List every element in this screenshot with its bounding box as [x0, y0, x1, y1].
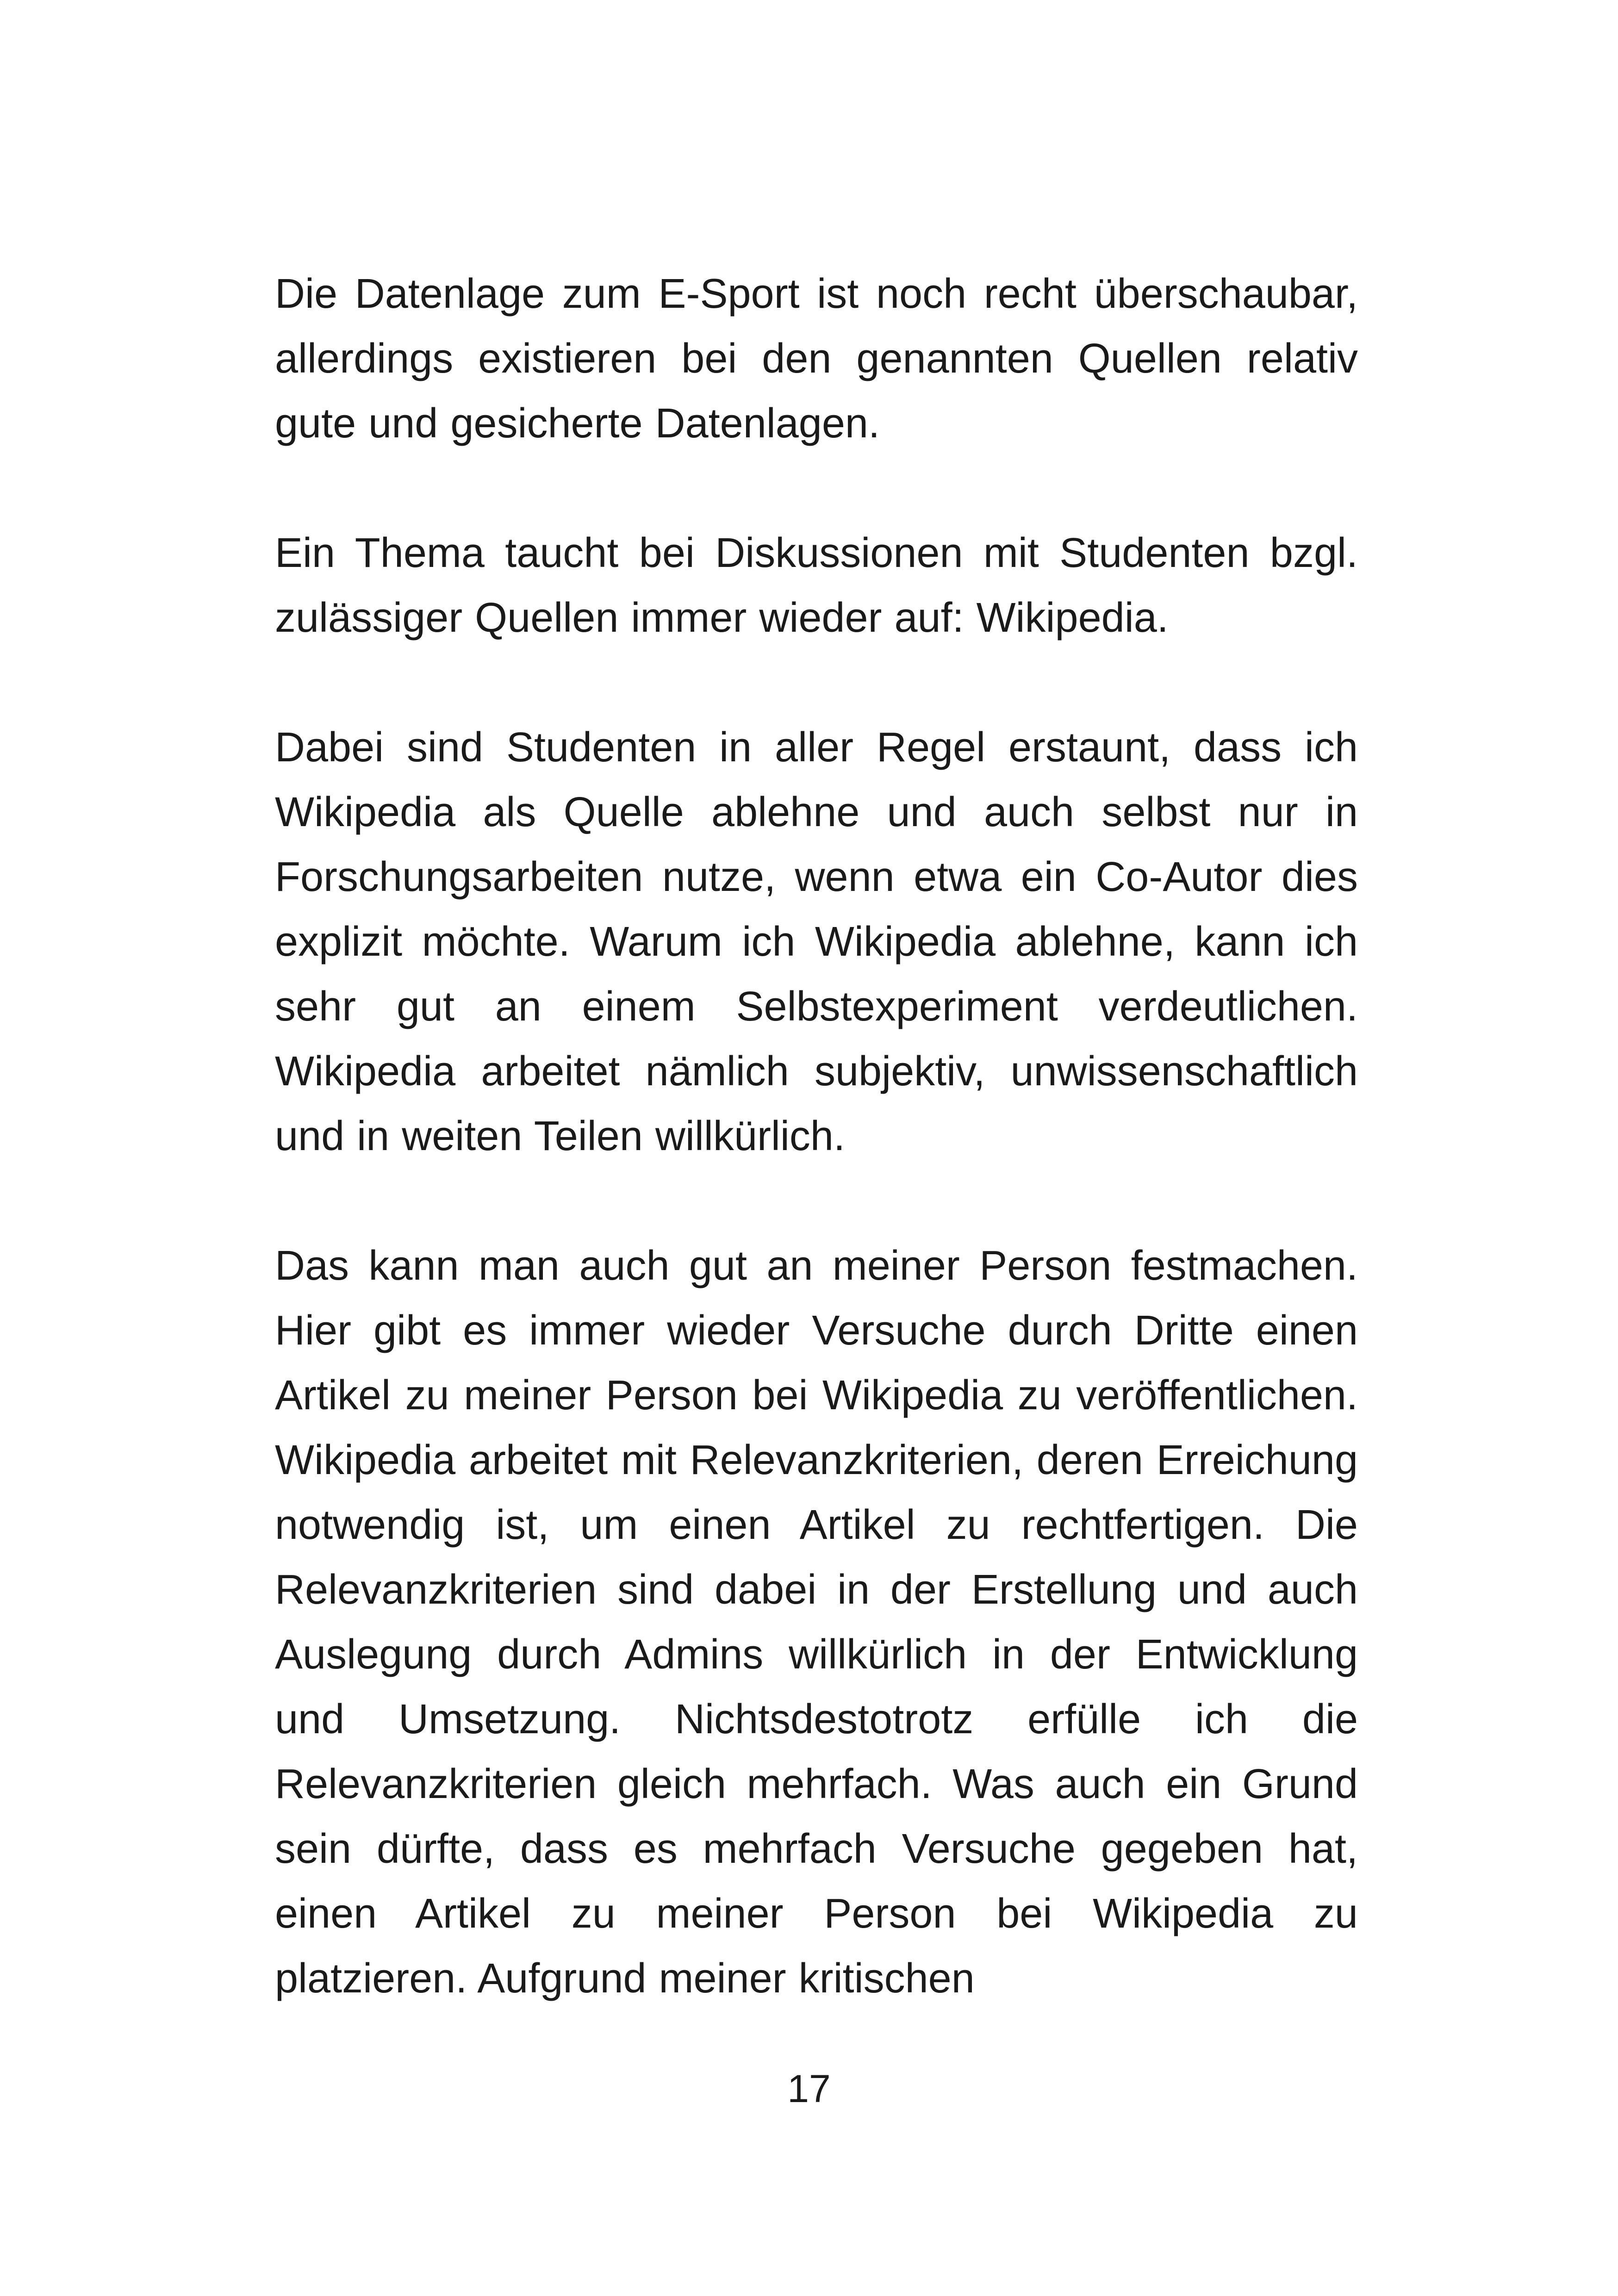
paragraph-meine-person: Das kann man auch gut an meiner Person festmachen. Hier gibt es immer wieder Versuche durch Dritte einen Artikel zu meiner Person bei Wikipedia zu veröffentlichen. Wikipedia arbeitet mit Relevanzkriterien, deren Erreichung notwendig ist, um einen Artikel zu rechtfertigen. Die Relevanzkriterien sind dabei in der Erstellung und auch Auslegung durch Admins willkürlich in der Entwicklung und Umsetzung. Nichtsdestotrotz erfülle ich die Relevanzkriterien gleich mehrfach. Was auch ein Grund sein dürfte, dass es mehrfach Versuche gegeben hat, einen Artikel zu meiner Person bei Wikipedia zu platzieren. Aufgrund meiner kritischen [275, 1243, 1358, 2002]
paragraph-studenten-erstaunt: Dabei sind Studenten in aller Regel erstaunt, dass ich Wikipedia als Quelle ablehne und auch selbst nur in Forschungsarbeiten nutze, wenn etwa ein Co-Autor dies explizit möchte. Warum ich Wikipedia ablehne, kann ich sehr gut an einem Selbstexperiment verdeutlichen. Wikipedia arbeitet nämlich subjektiv, unwissenschaftlich und in weiten Teilen willkürlich. [275, 724, 1358, 1159]
page-number: 17 [787, 2067, 831, 2110]
body-text [275, 261, 1358, 2011]
paragraph-thema-wikipedia: Ein Thema taucht bei Diskussionen mit Studenten bzgl. zulässiger Quellen immer wieder auf: Wikipedia. [275, 530, 1358, 641]
paragraph-datenlage: Die Datenlage zum E-Sport ist noch recht überschaubar, allerdings existieren bei den genannten Quellen relativ gute und gesicherte Datenlagen. [275, 271, 1358, 447]
